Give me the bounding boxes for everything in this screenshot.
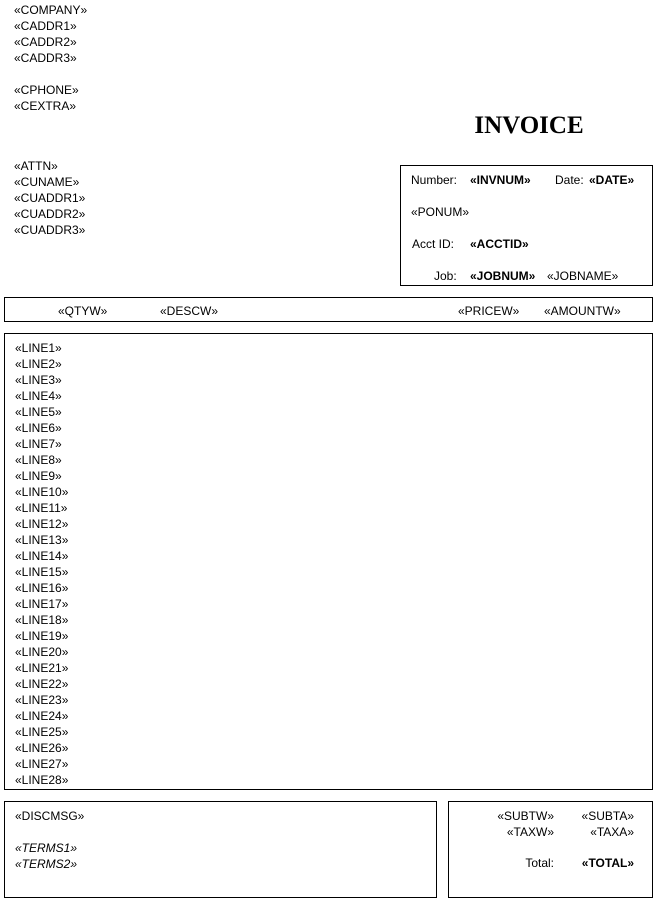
- company-address-line-2: «CADDR2»: [14, 35, 77, 49]
- line-item: «LINE9»: [15, 469, 62, 483]
- number-label: Number:: [411, 173, 458, 187]
- acct-id-label: Acct ID:: [412, 237, 455, 251]
- line-items-list: [15, 340, 68, 788]
- column-header-box: [4, 297, 653, 322]
- line-item: «LINE21»: [15, 661, 69, 675]
- terms-line-2: «TERMS2»: [15, 857, 78, 871]
- discount-message: «DISCMSG»: [15, 809, 85, 823]
- line-item: «LINE28»: [15, 773, 69, 787]
- line-items-box: [4, 333, 653, 790]
- customer-attn: «ATTN»: [14, 159, 58, 173]
- line-item: «LINE19»: [15, 629, 69, 643]
- company-address-line-3: «CADDR3»: [14, 51, 77, 65]
- subtotal-label: «SUBTW»: [497, 809, 554, 823]
- line-item: «LINE2»: [15, 357, 62, 371]
- customer-block: [14, 158, 85, 238]
- tax-label: «TAXW»: [506, 825, 554, 839]
- column-header-qty: «QTYW»: [58, 304, 108, 318]
- line-item: «LINE17»: [15, 597, 69, 611]
- company-address-line-1: «CADDR1»: [14, 19, 77, 33]
- line-item: «LINE25»: [15, 725, 69, 739]
- line-item: «LINE14»: [15, 549, 69, 563]
- line-item: «LINE1»: [15, 341, 62, 355]
- line-item: «LINE23»: [15, 693, 69, 707]
- line-item: «LINE20»: [15, 645, 69, 659]
- date-label: Date:: [555, 173, 584, 187]
- line-item: «LINE3»: [15, 373, 62, 387]
- line-item: «LINE27»: [15, 757, 69, 771]
- column-header-price: «PRICEW»: [458, 304, 520, 318]
- column-header-description: «DESCW»: [160, 304, 219, 318]
- line-item: «LINE10»: [15, 485, 69, 499]
- job-label: Job:: [434, 269, 457, 283]
- invoice-date: «DATE»: [589, 173, 635, 187]
- terms-line-1: «TERMS1»: [15, 841, 78, 855]
- line-item: «LINE11»: [15, 501, 68, 515]
- invoice-title: INVOICE: [474, 112, 584, 139]
- column-header-amount: «AMOUNTW»: [544, 304, 621, 318]
- line-item: «LINE18»: [15, 613, 69, 627]
- customer-address-line-3: «CUADDR3»: [14, 223, 86, 237]
- line-item: «LINE16»: [15, 581, 69, 595]
- line-item: «LINE7»: [15, 437, 62, 451]
- line-item: «LINE22»: [15, 677, 69, 691]
- po-number: «PONUM»: [411, 205, 470, 219]
- line-item: «LINE15»: [15, 565, 69, 579]
- company-phone: «CPHONE»: [14, 83, 79, 97]
- line-item: «LINE26»: [15, 741, 69, 755]
- customer-name: «CUNAME»: [14, 175, 80, 189]
- totals-box: [448, 801, 653, 898]
- line-item: «LINE5»: [15, 405, 62, 419]
- company-name: «COMPANY»: [14, 3, 88, 17]
- customer-address-line-1: «CUADDR1»: [14, 191, 86, 205]
- line-item: «LINE12»: [15, 517, 69, 531]
- invoice-number: «INVNUM»: [470, 173, 531, 187]
- company-extra: «CEXTRA»: [14, 99, 77, 113]
- job-number: «JOBNUM»: [470, 269, 536, 283]
- customer-address-line-2: «CUADDR2»: [14, 207, 86, 221]
- company-block: [14, 2, 87, 114]
- invoice-info-box: [400, 165, 653, 286]
- line-item: «LINE24»: [15, 709, 69, 723]
- line-item: «LINE6»: [15, 421, 62, 435]
- job-name: «JOBNAME»: [547, 269, 619, 283]
- subtotal-amount: «SUBTA»: [581, 809, 634, 823]
- line-item: «LINE13»: [15, 533, 69, 547]
- tax-amount: «TAXA»: [590, 825, 634, 839]
- total-amount: «TOTAL»: [581, 856, 634, 870]
- footer-message-box: [4, 801, 437, 898]
- total-label: Total:: [525, 856, 554, 870]
- line-item: «LINE4»: [15, 389, 62, 403]
- acct-id: «ACCTID»: [470, 237, 529, 251]
- line-item: «LINE8»: [15, 453, 62, 467]
